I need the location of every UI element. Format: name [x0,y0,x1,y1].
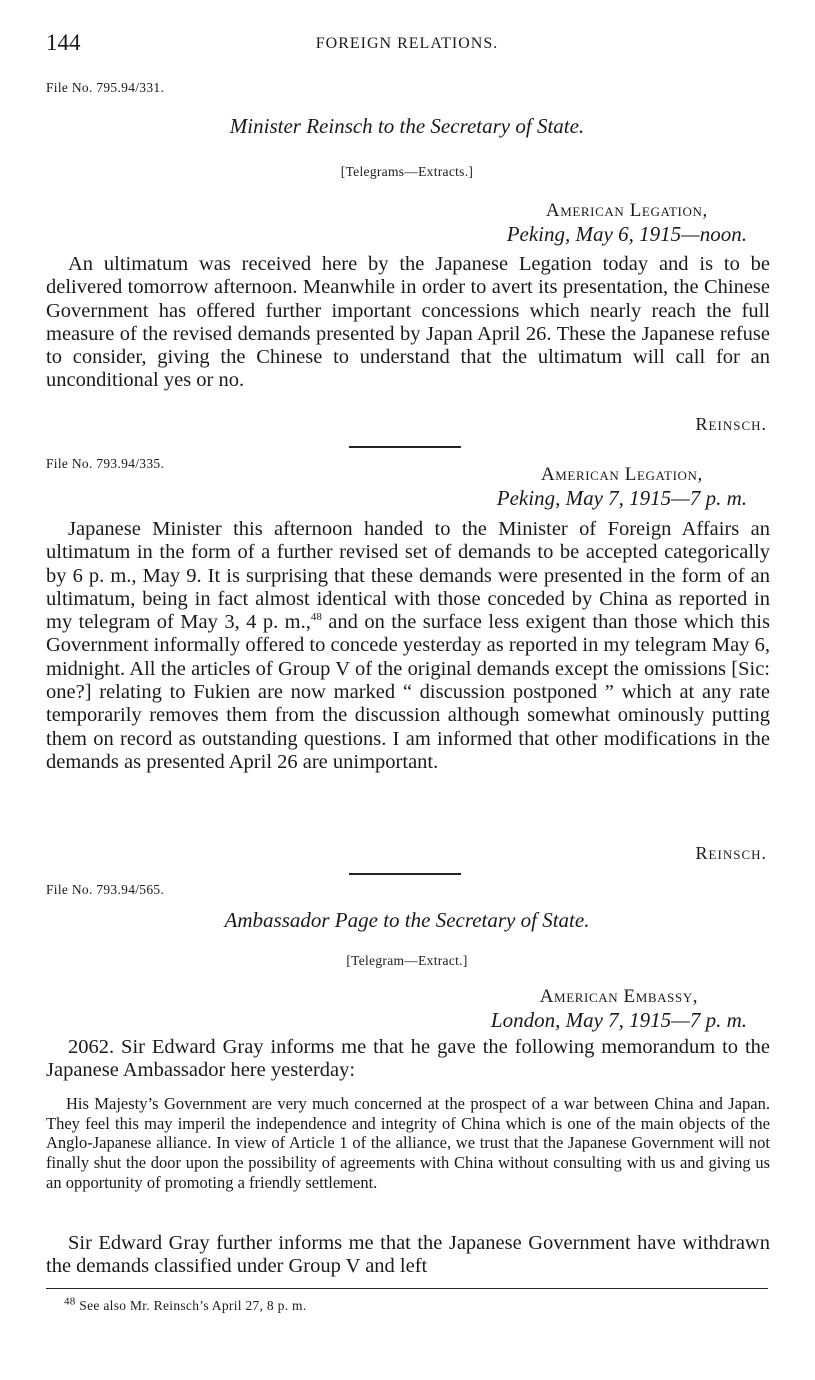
quote-paragraph: His Majesty’s Government are very much concerned at the prospect of a war between China and Japan. They feel this may imperil the independence and integrity of China which is one of the main objects of the Anglo-Japanese alliance. In view of Article 1 of the alliance, we trust that the Japanese Government will not finally shut the door upon the possibility of agreements with China without consulting with us and giving us an opportunity of promoting a friendly settlement. [46,1094,770,1192]
telegram-paragraph: An ultimatum was received here by the Japanese Legation today and is to be delivered tomorrow afternoon. Meanwhile in order to avert its presentation, the Chinese Government has offered further important concessions which nearly reach the full measure of the revised demands presented by Japan April 26. These the Japanese refuse to consider, giving the Chinese to understand that the ultimatum will call for an unconditional yes or no. [46,253,770,392]
file-number: File No. 793.94/335. [46,456,165,471]
telegram-body [46,518,770,774]
dateline [497,464,747,511]
footnote-text: See also Mr. Reinsch’s April 27, 8 p. m. [75,1298,307,1313]
document-type-note: [Telegram—Extract.] [346,953,468,968]
telegram-paragraph [46,518,770,774]
paragraph-text: Japanese Minister this afternoon handed to the Minister of Foreign Affairs an ultimatum in the form of a further revised set of demands to be accepted categorically by 6 p. m., May 9. It is surprising that these demands were presented in the form of an ultimatum, being in fact almost identical with those conceded by China as reported in my telegram of May 3, 4 p. m., [46,518,770,634]
telegram-paragraph: Sir Edward Gray further informs me that the Japanese Government have withdrawn the demands classified under Group V and left [46,1232,770,1278]
signature: Reinsch. [695,414,767,434]
dateline-date: London, May 7, 1915—7 p. m. [490,1008,747,1032]
dateline [491,986,747,1033]
footnote [64,1295,307,1314]
footnote-reference: 48 [310,611,322,624]
file-number: File No. 793.94/565. [46,882,165,897]
running-head [46,30,768,60]
dateline [507,200,747,247]
section-divider [349,446,461,448]
footnote-divider [46,1288,768,1289]
telegram-body [46,253,770,393]
running-title: FOREIGN RELATIONS. [315,35,499,52]
document-heading: Minister Reinsch to the Secretary of State. [229,114,585,138]
file-number: File No. 795.94/331. [46,80,165,95]
document-type-note: [Telegrams—Extracts.] [340,164,474,179]
footnote-marker: 48 [64,1295,76,1308]
section-divider [349,873,461,875]
memorandum-quote [46,1094,770,1193]
telegram-body [46,1232,770,1279]
telegram-body [46,1036,770,1083]
dateline-date: Peking, May 7, 1915—7 p. m. [496,486,747,510]
dateline-place: American Legation, [540,464,703,485]
paragraph-text: and on the surface less exigent than those which this Government informally offered to concede yesterday as reported in my telegram May 6, midnight. All the articles of Group V of the original demands except the omissions [Sic: one?] relating to Fukien are now marked “ discussion postponed ” which at any rate temporarily removes them from the discussion although somewhat ominously putting them on record as outstanding questions. I am informed that other modifications in the demands as presented April 26 are unimportant. [46,611,770,773]
document-heading: Ambassador Page to the Secretary of State. [224,908,590,932]
telegram-paragraph: 2062. Sir Edward Gray informs me that he gave the following memorandum to the Japanese Ambassador here yesterday: [46,1036,770,1082]
dateline-place: American Embassy, [539,986,699,1007]
signature: Reinsch. [695,843,767,863]
dateline-place: American Legation, [545,200,708,221]
page-number: 144 [46,30,81,55]
dateline-date: Peking, May 6, 1915—noon. [506,222,747,246]
